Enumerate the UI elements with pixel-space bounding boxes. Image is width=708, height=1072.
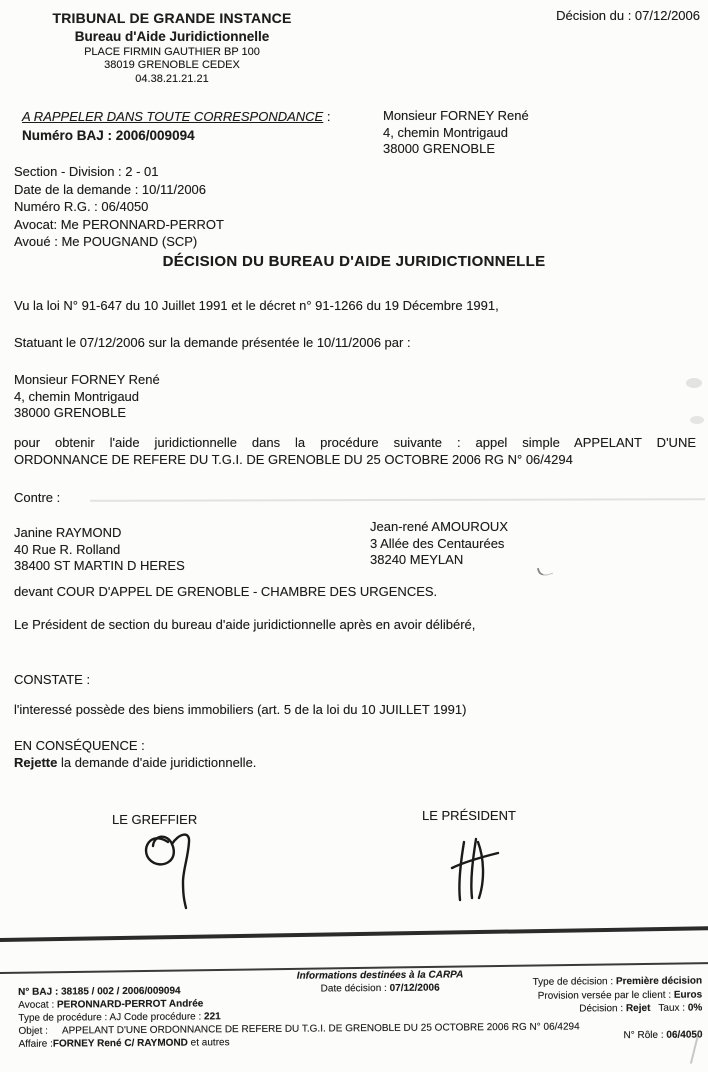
provision-label: Provision versée par le client : bbox=[537, 989, 674, 1002]
decision-label: Décision : bbox=[579, 1003, 626, 1015]
carpa-right bbox=[382, 974, 703, 1044]
numero-baj: Numéro BAJ : 2006/009094 bbox=[22, 128, 195, 143]
president-signature bbox=[448, 834, 508, 906]
opponent2-city: 38240 MEYLAN bbox=[370, 552, 464, 567]
taux-value: 0% bbox=[687, 1002, 703, 1014]
footer-avocat-label: Avocat : bbox=[18, 999, 58, 1011]
opponent2-name: Jean-rené AMOUROUX bbox=[370, 519, 508, 534]
page-title: DÉCISION DU BUREAU D'AIDE JURIDICTIONNELLE bbox=[162, 253, 546, 270]
opponent2-address bbox=[370, 519, 508, 569]
procedure-line2: ORDONNANCE DE REFERE DU T.G.I. DE GRENOBLE DU 25 OCTOBRE 2006 RG N° 06/4294 bbox=[14, 452, 573, 467]
bureau-name: Bureau d'Aide Juridictionnelle bbox=[74, 29, 270, 45]
deliberation: Le Président de section du bureau d'aide juridictionnelle après en avoir délibéré, bbox=[14, 617, 476, 632]
footer-affaire-suffix: et autres bbox=[187, 1037, 230, 1049]
footer-affaire-label: Affaire : bbox=[18, 1038, 53, 1050]
opponent2-street: 3 Allée des Centaurées bbox=[370, 535, 505, 551]
applicant-address bbox=[14, 372, 160, 422]
taux-label: Taux : bbox=[658, 1002, 688, 1014]
consequence-label: EN CONSÉQUENCE : bbox=[14, 738, 145, 753]
section-division: Section - Division : 2 - 01 bbox=[14, 164, 159, 179]
footer-affaire-value: FORNEY René C/ RAYMOND bbox=[52, 1037, 188, 1050]
statuant: Statuant le 07/12/2006 sur la demande présentée le 10/11/2006 par : bbox=[14, 335, 411, 350]
scan-smudge-artifact-2 bbox=[690, 416, 704, 424]
case-info bbox=[14, 163, 224, 251]
role-label: N° Rôle : bbox=[623, 1029, 667, 1041]
numero-rg: Numéro R.G. : 06/4050 bbox=[14, 199, 149, 214]
recall-notice-text: A RAPPELER DANS TOUTE CORRESPONDANCE bbox=[22, 109, 324, 124]
footer-decision bbox=[382, 1001, 702, 1017]
type-decision-value: Première décision bbox=[615, 975, 703, 988]
scan-mark-artifact bbox=[537, 564, 553, 578]
applicant-name: Monsieur FORNEY René bbox=[14, 372, 160, 387]
contre-label: Contre : bbox=[14, 490, 61, 505]
recall-notice-colon: : bbox=[323, 109, 331, 124]
thick-divider bbox=[0, 926, 708, 942]
opponent1-address bbox=[14, 525, 185, 575]
opponent1-name: Janine RAYMOND bbox=[14, 525, 122, 540]
recipient-city: 38000 GRENOBLE bbox=[383, 141, 496, 156]
procedure-line1: pour obtenir l'aide juridictionnelle dans la procédure suivante : appel simple APPELANT D'UNE bbox=[14, 435, 696, 450]
footer-avocat-value: PERONNARD-PERROT Andrée bbox=[56, 998, 204, 1011]
greffier-signature bbox=[138, 828, 213, 910]
rejette-word: Rejette bbox=[14, 755, 58, 770]
footer-procedure-value: 221 bbox=[203, 1011, 221, 1023]
decision-value: Rejet bbox=[625, 1002, 651, 1015]
date-demande: Date de la demande : 10/11/2006 bbox=[14, 181, 207, 197]
footer-role bbox=[382, 1028, 702, 1044]
footer-baj-line: N° BAJ : 38185 / 002 / 2006/009094 bbox=[18, 985, 181, 998]
rejette-line bbox=[14, 754, 696, 771]
court-address-line2: 38019 GRENOBLE CEDEX bbox=[104, 59, 240, 72]
recipient-address bbox=[383, 108, 529, 158]
court-header bbox=[38, 10, 306, 86]
recall-notice bbox=[22, 108, 330, 125]
footer-procedure-label: Type de procédure : AJ Code procédure : bbox=[18, 1011, 205, 1024]
reference-block bbox=[22, 108, 330, 144]
greffier-label: LE GREFFIER bbox=[112, 812, 198, 827]
constate-label: CONSTATE : bbox=[14, 672, 91, 687]
decision-date: Décision du : 07/12/2006 bbox=[556, 8, 700, 23]
procedure-paragraph bbox=[14, 434, 696, 468]
constate-text: l'interessé possède des biens immobiliers (art. 5 de la loi du 10 JUILLET 1991) bbox=[14, 702, 467, 717]
consequence-block bbox=[14, 737, 696, 771]
provision-value: Euros bbox=[673, 988, 703, 1001]
court-name: TRIBUNAL DE GRANDE INSTANCE bbox=[52, 10, 292, 26]
recipient-name: Monsieur FORNEY René bbox=[383, 108, 529, 123]
date-decision-value: 07/12/2006 bbox=[389, 982, 440, 994]
footer-objet-label: Objet : bbox=[18, 1025, 48, 1037]
opponent1-city: 38400 ST MARTIN D HERES bbox=[14, 558, 185, 573]
scan-smudge-artifact-1 bbox=[686, 378, 702, 388]
court-address-line1: PLACE FIRMIN GAUTHIER BP 100 bbox=[84, 45, 260, 58]
applicant-street: 4, chemin Montrigaud bbox=[14, 388, 140, 404]
vu-loi: Vu la loi N° 91-647 du 10 Juillet 1991 et le décret n° 91-1266 du 19 Décembre 1991, bbox=[14, 298, 499, 313]
avoue: Avoué : Me POUGNAND (SCP) bbox=[14, 234, 198, 249]
recipient-street: 4, chemin Montrigaud bbox=[383, 124, 509, 140]
president-label: LE PRÉSIDENT bbox=[422, 808, 516, 823]
type-decision-label: Type de décision : bbox=[532, 976, 616, 988]
opponent1-street: 40 Rue R. Rolland bbox=[14, 541, 121, 557]
footer-objet-value: APPELANT D'UNE ORDONNANCE DE REFERE DU T.G.I. DE GRENOBLE DU 25 OCTOBRE 2006 RG N° 06/4294 bbox=[61, 1021, 580, 1037]
date-decision-label: Date décision : bbox=[320, 982, 390, 995]
carpa-title: Informations destinées à la CARPA bbox=[296, 969, 464, 982]
devant: devant COUR D'APPEL DE GRENOBLE - CHAMBRE DES URGENCES. bbox=[14, 584, 438, 599]
avocat: Avocat: Me PERONNARD-PERROT bbox=[14, 216, 224, 232]
applicant-city: 38000 GRENOBLE bbox=[14, 405, 127, 420]
court-phone: 04.38.21.21.21 bbox=[135, 72, 209, 85]
rejette-rest: la demande d'aide juridictionnelle. bbox=[57, 755, 257, 770]
role-value: 06/4050 bbox=[666, 1028, 703, 1041]
